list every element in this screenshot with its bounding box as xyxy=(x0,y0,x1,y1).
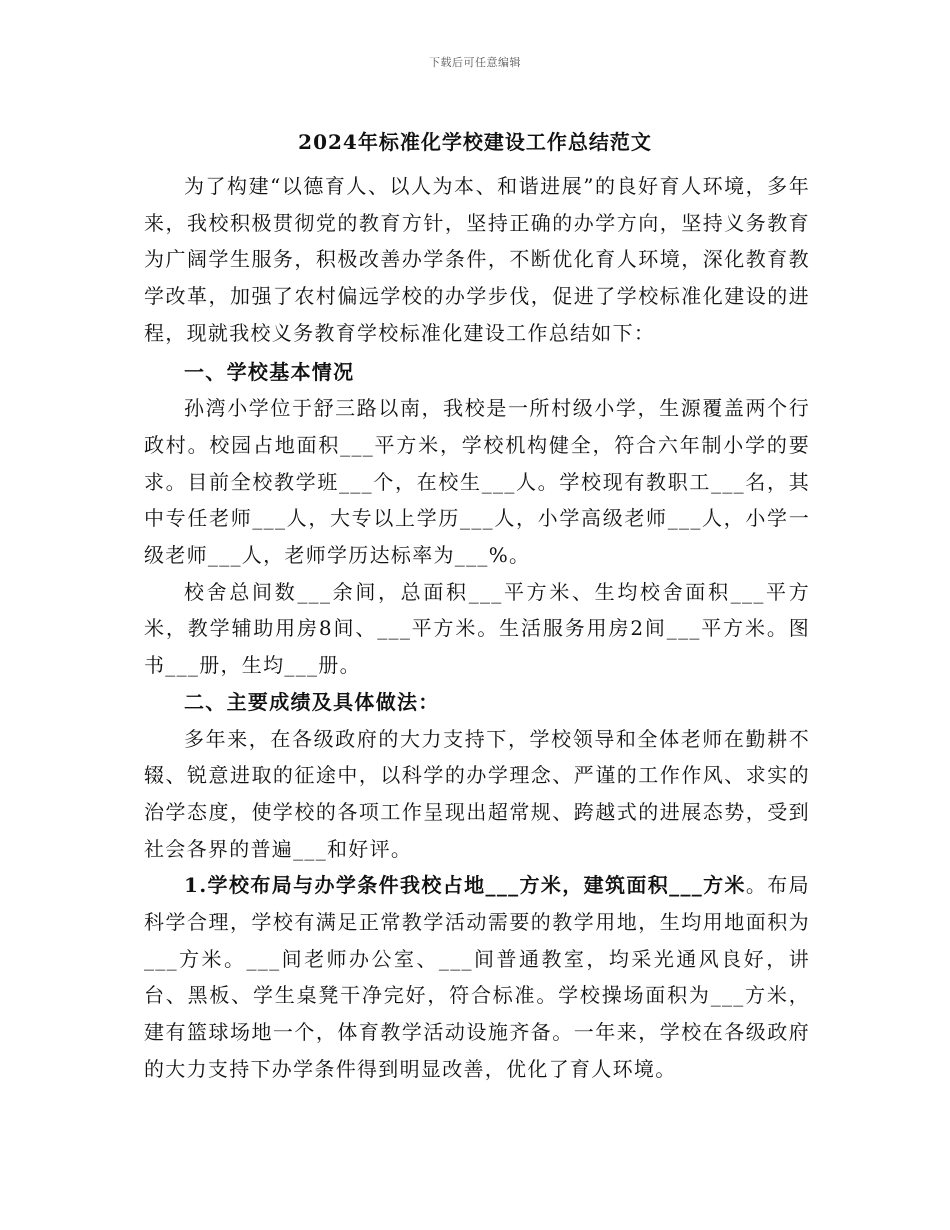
document-body xyxy=(144,168,810,1088)
header-note: 下载后可任意编辑 xyxy=(429,56,521,69)
section-heading-achievements: 二、主要成绩及具体做法： xyxy=(184,689,440,714)
intro-paragraph: 为了构建“以德育人、以人为本、和谐进展”的良好育人环境，多年来，我校积极贯彻党的教育方针，坚持正确的办学方向，坚持义务教育为广阔学生服务，积极改善办学条件，不断优化育人环境，深化教育教学改革，加强了农村偏远学校的办学步伐，促进了学校标准化建设的进程，现就我校义务教育学校标准化建设工作总结如下： xyxy=(144,174,810,345)
item-layout-conditions xyxy=(144,867,810,1087)
item-layout-lead: 1.学校布局与办学条件我校占地___方米，建筑面积___方米 xyxy=(184,873,746,898)
document-title: 2024年标准化学校建设工作总结范文 xyxy=(298,130,652,154)
achievements-paragraph: 多年来，在各级政府的大力支持下，学校领导和全体老师在勤耕不辍、锐意进取的征途中，以科学的办学理念、严谨的工作作风、求实的治学态度，使学校的各项工作呈现出超常规、跨越式的进展态势，受到社会各界的普遍___和好评。 xyxy=(144,726,810,861)
item-layout-text: 。布局科学合理，学校有满足正常教学活动需要的教学用地，生均用地面积为___方米。___间老师办公室、___间普通教室，均采光通风良好，讲台、黑板、学生桌凳干净完好，符合标准。学校操场面积为___方米，建有篮球场地一个，体育教学活动设施齐备。一年来，学校在各级政府的大力支持下办学条件得到明显改善，优化了育人环境。 xyxy=(144,873,810,1081)
basic-situation-paragraph: 孙湾小学位于舒三路以南，我校是一所村级小学，生源覆盖两个行政村。校园占地面积___平方米，学校机构健全，符合六年制小学的要求。目前全校教学班___个，在校生___人。学校现有教职工___名，其中专任老师___人，大专以上学历___人，小学高级老师___人，小学一级老师___人，老师学历达标率为___%。 xyxy=(144,396,810,568)
facilities-paragraph: 校舍总间数___余间，总面积___平方米、生均校舍面积___平方米，教学辅助用房8间、___平方米。生活服务用房2间___平方米。图书___册，生均___册。 xyxy=(144,579,810,678)
section-heading-basic-situation: 一、学校基本情况 xyxy=(184,359,355,384)
